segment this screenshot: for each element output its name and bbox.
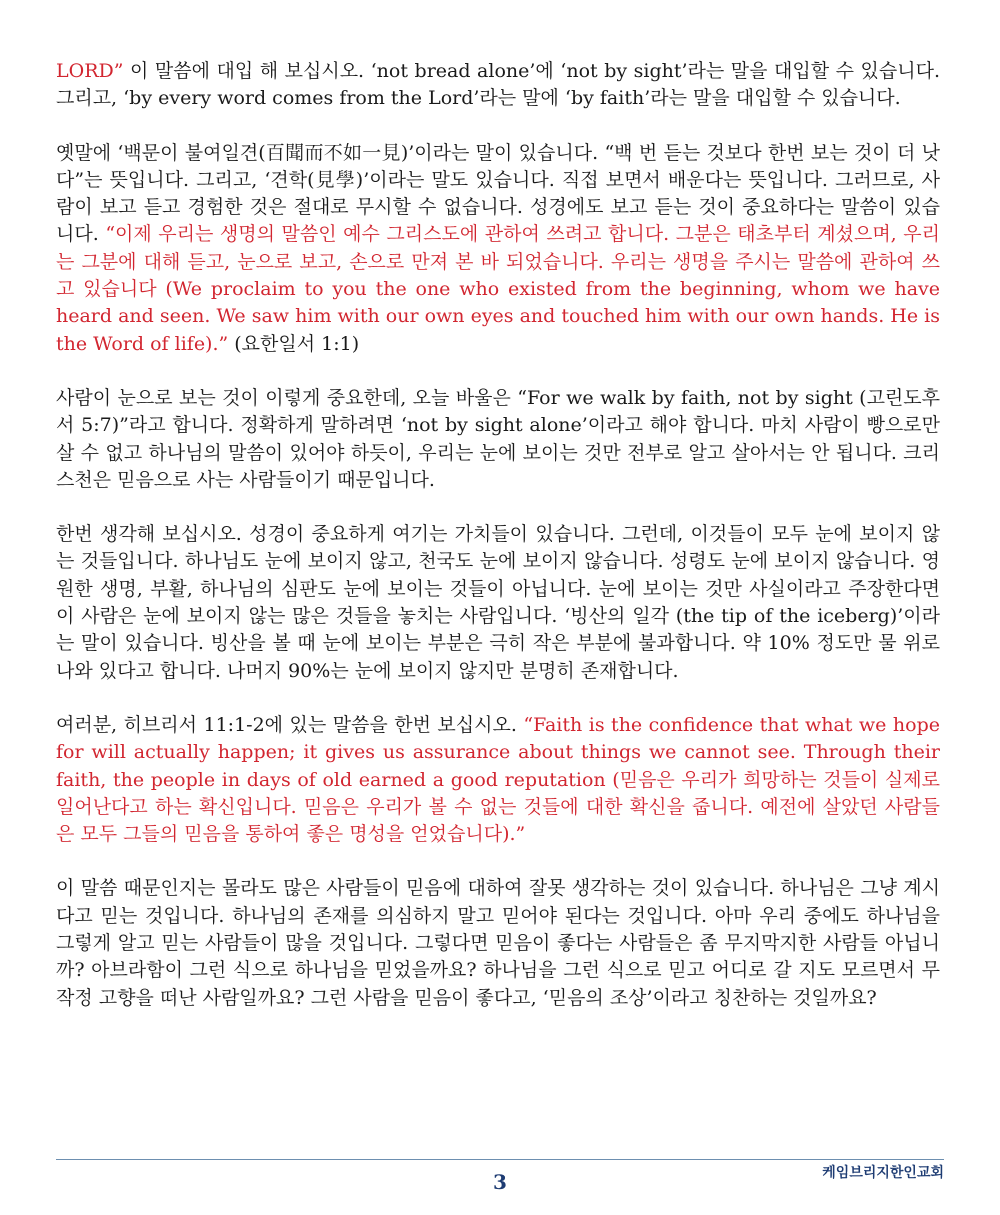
paragraph-3-segment-1: 사람이 눈으로 보는 것이 이렇게 중요한데, 오늘 바울은 “For we walk by faith, not by sight (고린도후서 5:7)”라고 합니다. 정확하게 말하려면 ‘not by sight alone’이라고 해야 합니다. 마치 사람이 빵으로만 살 수 없고 하나님의 말씀이 있어야 하듯이, 우리는 눈에 보이는 것만 전부로 알고 살아서는 안 됩니다. 크리스천은 믿음으로 사는 사람들이기 때문입니다. (56, 386, 940, 491)
paragraph-1-segment-1: LORD” (56, 60, 124, 82)
paragraph-6 (56, 875, 940, 1011)
paragraph-4-segment-1: 한번 생각해 보십시오. 성경이 중요하게 여기는 가치들이 있습니다. 그런데, 이것들이 모두 눈에 보이지 않는 것들입니다. 하나님도 눈에 보이지 않고, 천국도 눈에 보이지 않습니다. 성령도 눈에 보이지 않습니다. 영원한 생명, 부활, 하나님의 심판도 눈에 보이는 것들이 아닙니다. 눈에 보이는 것만 사실이라고 주장한다면 이 사람은 눈에 보이지 않는 많은 것들을 놓치는 사람입니다. ‘빙산의 일각 (the tip of the iceberg)’이라는 말이 있습니다. 빙산을 볼 때 눈에 보이는 부분은 극히 작은 부분에 불과합니다. 약 10% 정도만 물 위로 나와 있다고 합니다. 나머지 90%는 눈에 보이지 않지만 분명히 존재합니다. (56, 523, 940, 682)
paragraph-1 (56, 58, 940, 113)
church-name: 케임브리지한인교회 (822, 1165, 944, 1181)
paragraph-3 (56, 385, 940, 494)
paragraph-2-quote: “이제 우리는 생명의 말씀인 예수 그리스도에 관하여 쓰려고 합니다. 그분은 태초부터 계셨으며, 우리는 그분에 대해 듣고, 눈으로 보고, 손으로 만져 본 바 되었습니다. 우리는 생명을 주시는 말씀에 관하여 쓰고 있습니다 (We proclaim to you the one who existed from the beginning, whom we have heard and seen. We saw him with our own eyes and touched him with our own hands. He is the Word of life).” (56, 223, 940, 355)
paragraph-2 (56, 140, 940, 358)
paragraph-5 (56, 712, 940, 848)
page-number: 3 (493, 1170, 507, 1194)
paragraph-2-reference: (요한일서 1:1) (228, 332, 360, 355)
paragraph-6-segment-1: 이 말씀 때문인지는 몰라도 많은 사람들이 믿음에 대하여 잘못 생각하는 것이 있습니다. 하나님은 그냥 계시다고 믿는 것입니다. 하나님의 존재를 의심하지 말고 믿어야 된다는 것입니다. 아마 우리 중에도 하나님을 그렇게 알고 믿는 사람들이 많을 것입니다. 그렇다면 믿음이 좋다는 사람들은 좀 무지막지한 사람들 아닙니까? 아브라함이 그런 식으로 하나님을 믿었을까요? 하나님을 그런 식으로 믿고 어디로 갈 지도 모르면서 무작정 고향을 떠난 사람일까요? 그런 사람을 믿음이 좋다고, ‘믿음의 조상’이라고 칭찬하는 것일까요? (56, 877, 940, 1009)
paragraph-5-segment-1: 여러분, 히브리서 11:1-2에 있는 말씀을 한번 보십시오. (56, 713, 524, 736)
paragraph-5-quote: “Faith is the confidence that what we hope for will actually happen; it gives us assurance about things we cannot see. Through their faith, the people in days of old earned a good reputation (믿음은 우리가 희망하는 것들이 실제로 일어난다고 하는 확신입니다. 믿음은 우리가 볼 수 없는 것들에 대한 확신을 줍니다. 예전에 살았던 사람들은 모두 그들의 믿음을 통하여 좋은 명성을 얻었습니다).” (56, 713, 940, 846)
paragraph-2-segment-1: 옛말에 ‘백문이 불여일견(百聞而不如一見)’이라는 말이 있습니다. “백 번 듣는 것보다 한번 보는 것이 더 낫다”는 뜻입니다. 그리고, ‘견학(見學)’이라는 말도 있습니다. 직접 보면서 배운다는 뜻입니다. 그러므로, 사람이 보고 듣고 경험한 것은 절대로 무시할 수 없습니다. 성경에도 보고 듣는 것이 중요하다는 말씀이 있습니다. (56, 141, 940, 246)
footer-divider (56, 1159, 944, 1160)
sermon-body (56, 58, 940, 1039)
paragraph-1-segment-2: 이 말씀에 대입 해 보십시오. ‘not bread alone’에 ‘not by sight’라는 말을 대입할 수 있습니다. 그리고, ‘by every word comes from the Lord’라는 말에 ‘by faith’라는 말을 대입할 수 있습니다. (56, 60, 940, 110)
paragraph-4 (56, 521, 940, 685)
